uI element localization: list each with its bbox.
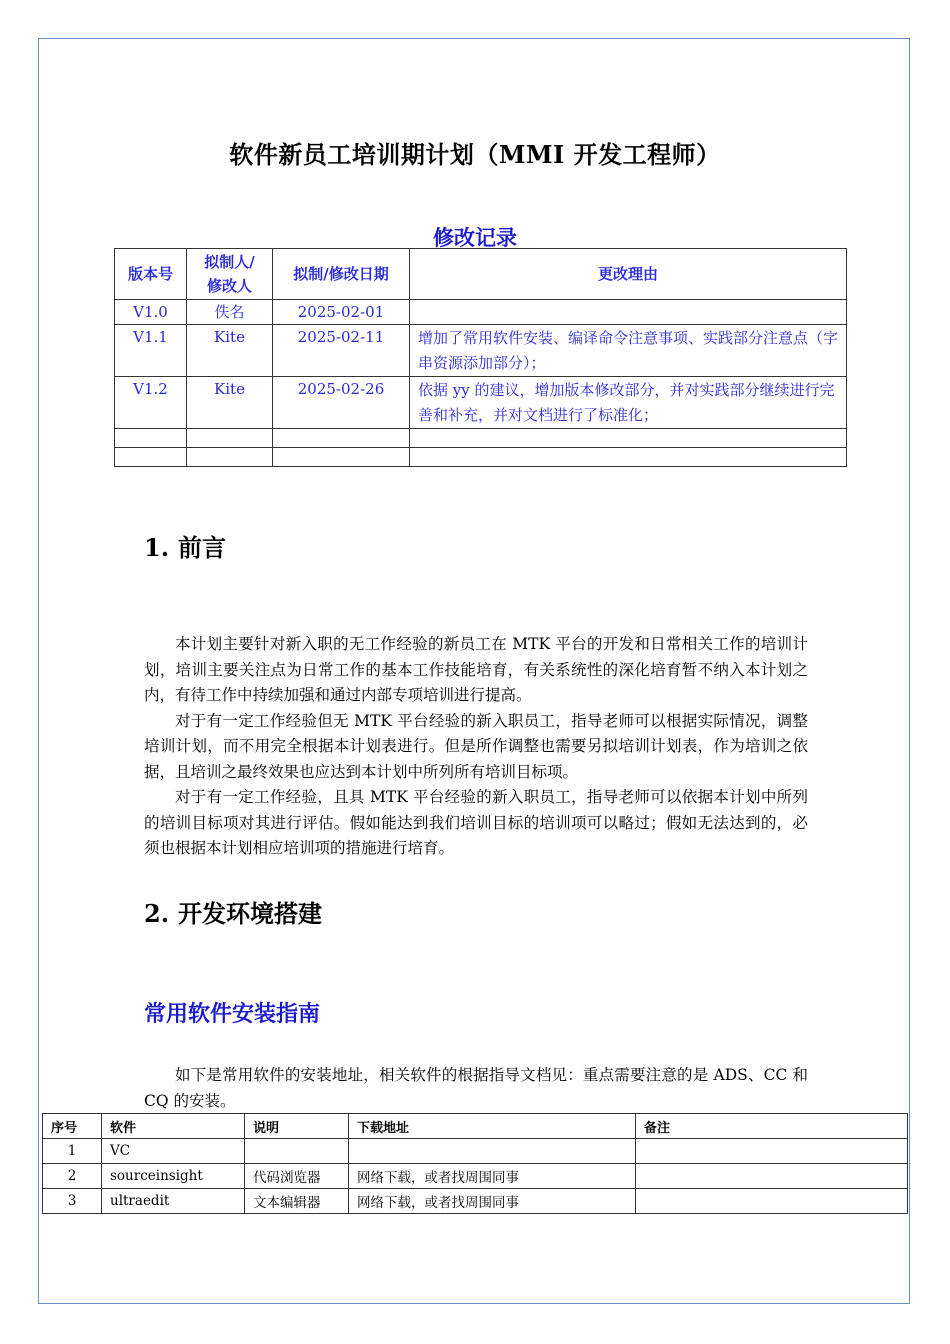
revision-record-title: 修改记录: [433, 226, 517, 250]
revision-author: 佚名: [187, 300, 273, 325]
revision-reason: [410, 429, 847, 448]
software-desc: [245, 1139, 349, 1164]
revision-table: [114, 248, 847, 467]
paragraph: 如下是常用软件的安装地址，相关软件的根据指导文档见：重点需要注意的是 ADS、CC 和 CQ 的安装。: [144, 1066, 808, 1110]
section-2-intro: [144, 1063, 808, 1114]
header-note: 备注: [636, 1114, 908, 1139]
revision-reason: 增加了常用软件安装、编译命令注意事项、实践部分注意点（字串资源添加部分）；: [410, 325, 847, 377]
revision-reason: [410, 300, 847, 325]
software-download: 网络下载，或者找周围同事: [349, 1189, 636, 1214]
software-desc: 代码浏览器: [245, 1164, 349, 1189]
header-author-line2: 修改人: [206, 277, 252, 295]
revision-date: 2025-02-26: [273, 377, 410, 429]
software-no: 3: [43, 1189, 102, 1214]
software-download: [349, 1139, 636, 1164]
software-no: 1: [43, 1139, 102, 1164]
software-name: VC: [102, 1139, 245, 1164]
header-reason: 更改理由: [410, 249, 847, 300]
header-description: 说明: [245, 1114, 349, 1139]
paragraph: 对于有一定工作经验但无 MTK 平台经验的新入职员工，指导老师可以根据实际情况，调整培训计划，而不用完全根据本计划表进行。但是所作调整也需要另拟培训计划表，作为培训之依据，且培训之最终效果也应达到本计划中所列所有培训目标项。: [144, 711, 808, 781]
revision-date: [273, 448, 410, 467]
header-no: 序号: [43, 1114, 102, 1139]
software-row: [43, 1189, 908, 1214]
revision-version: V1.2: [115, 377, 187, 429]
software-name: sourceinsight: [102, 1164, 245, 1189]
subsection-title: 常用软件安装指南: [144, 1002, 321, 1027]
revision-version: [115, 429, 187, 448]
revision-reason: 依据 yy 的建议，增加版本修改部分，并对实践部分继续进行完善和补充，并对文档进行了标准化；: [410, 377, 847, 429]
paragraph: 对于有一定工作经验，且具 MTK 平台经验的新入职员工，指导老师可以依据本计划中所列的培训目标项对其进行评估。假如能达到我们培训目标的培训项可以略过；假如无法达到的，必须也根据本计划相应培训项的措施进行培育。: [144, 788, 808, 857]
header-date: 拟制/修改日期: [273, 249, 410, 300]
software-row: [43, 1164, 908, 1189]
revision-version: [115, 448, 187, 467]
revision-row: [115, 377, 847, 429]
software-header-row: [43, 1114, 908, 1139]
header-version: 版本号: [115, 249, 187, 300]
software-note: [636, 1164, 908, 1189]
header-software: 软件: [102, 1114, 245, 1139]
section-1-title: 前言: [178, 533, 226, 562]
revision-row: [115, 300, 847, 325]
revision-reason: [410, 448, 847, 467]
software-name: ultraedit: [102, 1189, 245, 1214]
revision-date: 2025-02-11: [273, 325, 410, 377]
section-1-number: 1.: [144, 533, 170, 562]
section-1-body: [144, 632, 808, 862]
paragraph: 本计划主要针对新入职的无工作经验的新员工在 MTK 平台的开发和日常相关工作的培训计划，培训主要关注点为日常工作的基本工作技能培育，有关系统性的深化培育暂不纳入本计划之内，有待工作中持续加强和通过内部专项培训进行提高。: [144, 635, 808, 704]
revision-author: Kite: [187, 377, 273, 429]
software-no: 2: [43, 1164, 102, 1189]
revision-date: [273, 429, 410, 448]
revision-author: [187, 448, 273, 467]
software-download: 网络下载，或者找周围同事: [349, 1164, 636, 1189]
section-2-heading: [144, 894, 322, 929]
revision-author: [187, 429, 273, 448]
revision-header-row: [115, 249, 847, 300]
revision-version: V1.0: [115, 300, 187, 325]
revision-version: V1.1: [115, 325, 187, 377]
software-note: [636, 1189, 908, 1214]
revision-row-empty: [115, 448, 847, 467]
header-download: 下载地址: [349, 1114, 636, 1139]
header-author: [187, 249, 273, 300]
software-table: [42, 1113, 908, 1214]
header-author-line1: 拟制人/: [204, 253, 255, 271]
software-note: [636, 1139, 908, 1164]
section-2-number: 2.: [144, 899, 170, 928]
section-2-title: 开发环境搭建: [178, 899, 322, 928]
revision-row: [115, 325, 847, 377]
section-1-heading: [144, 528, 226, 563]
document-title: 软件新员工培训期计划（MMI 开发工程师）: [229, 140, 721, 169]
revision-date: 2025-02-01: [273, 300, 410, 325]
revision-row-empty: [115, 429, 847, 448]
software-desc: 文本编辑器: [245, 1189, 349, 1214]
software-row: [43, 1139, 908, 1164]
revision-author: Kite: [187, 325, 273, 377]
